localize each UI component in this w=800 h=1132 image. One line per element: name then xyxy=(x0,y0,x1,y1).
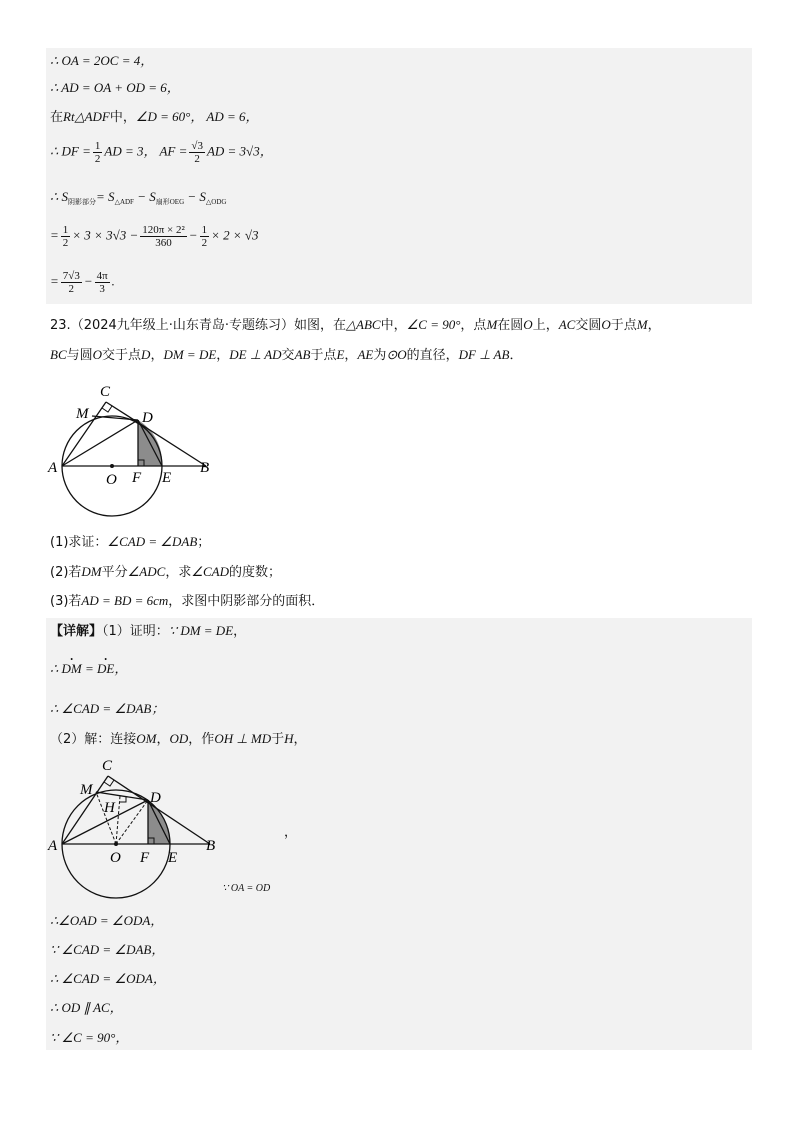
label-b-2: B xyxy=(206,838,216,854)
segment-oh-dashed xyxy=(116,796,120,844)
because-oa-od: ∵ OA = OD xyxy=(222,883,271,894)
arc-dm: • DM xyxy=(62,660,82,678)
right-angle-c xyxy=(102,406,112,412)
label-e-2: E xyxy=(168,850,178,866)
answer-line-7: ∴ ∠CAD = ∠ODA， xyxy=(50,971,166,986)
label-m-2: M xyxy=(80,782,93,798)
label-a-2: A xyxy=(48,838,58,854)
label-a: A xyxy=(48,460,58,476)
label-d-2: D xyxy=(150,790,161,806)
label-e: E xyxy=(162,470,172,486)
label-d: D xyxy=(142,410,153,426)
answer-line-2: ∴ • DM = • DE， xyxy=(50,660,127,678)
question-3: (3)若AD = BD = 6cm，求图中阴影部分的面积． xyxy=(50,593,325,609)
question-2: (2)若DM平分∠ADC，求∠CAD的度数； xyxy=(50,564,281,580)
geometry-figure-2 xyxy=(40,752,230,902)
label-c: C xyxy=(100,384,111,400)
arc-de: • DE xyxy=(97,660,114,678)
answer-line-3: ∴ ∠CAD = ∠DAB； xyxy=(50,701,165,716)
answer-line-5: ∴∠OAD = ∠ODA， xyxy=(50,913,164,928)
problem-line-2: BC与圆O交于点D，DM = DE，DE ⊥ AD交AB于点E，AE为⊙O的直径，DF ⊥ AB． xyxy=(50,347,523,363)
solution-line-6: = $\frac{1}{2}$ × 3 × 3√3 − $\frac{\text{120π × 2²}}{360}$ − $\frac{1}{2}$ × 2 × √3 xyxy=(50,224,259,249)
answer-line-4: （2）解：连接OM，OD，作OH ⊥ MD于H， xyxy=(50,731,307,747)
label-c-2: C xyxy=(102,758,113,774)
answer-line-9: ∵ ∠C = 90°， xyxy=(50,1030,129,1045)
right-angle-c-2 xyxy=(104,780,114,786)
geometry-figure-1 xyxy=(40,378,230,518)
solution-line-1: ∴ OA = 2OC = 4， xyxy=(50,53,154,68)
point-o-2 xyxy=(114,842,118,846)
label-o-2: O xyxy=(110,850,121,866)
segment-ad xyxy=(62,420,138,466)
solution-line-5: ∴ $S_{阴影部分}= S_{\triangle ADF} - S_{扇形OEG} - S_{\triangle ODG}$ xyxy=(50,189,227,206)
question-1: (1)求证：∠CAD = ∠DAB； xyxy=(50,534,211,550)
label-f-2: F xyxy=(140,850,150,866)
label-o: O xyxy=(106,472,117,488)
answer-line-6: ∵ ∠CAD = ∠DAB， xyxy=(50,942,165,957)
label-b: B xyxy=(200,460,210,476)
solution-line-4: ∴ DF = $\frac{1}{2}$ AD = 3， AF = $\frac{√3}{2}$ AD = 3√3， xyxy=(50,140,273,165)
segment-od-dashed xyxy=(116,800,148,844)
label-h: H xyxy=(104,800,115,816)
answer-line-1: 【详解】（1）证明：∵ DM = DE， xyxy=(50,623,247,639)
problem-line-1: 23.（2024九年级上·山东青岛·专题练习）如图，在△ABC中，∠C = 90°，点M在圆O上，AC交圆O于点M， xyxy=(50,317,661,333)
label-f: F xyxy=(132,470,142,486)
point-o xyxy=(110,464,114,468)
solution-line-7: = $\frac{7√3}{2}$ − $\frac{4\pi}{3}$ . xyxy=(50,270,115,295)
label-m: M xyxy=(76,406,89,422)
figure-comma: ， xyxy=(284,825,298,840)
solution-line-3: 在Rt△ADF中，∠D = 60°， AD = 6， xyxy=(50,109,259,125)
solution-line-2: ∴ AD = OA + OD = 6， xyxy=(50,80,180,95)
answer-line-8: ∴ OD ∥ AC， xyxy=(50,1000,123,1015)
